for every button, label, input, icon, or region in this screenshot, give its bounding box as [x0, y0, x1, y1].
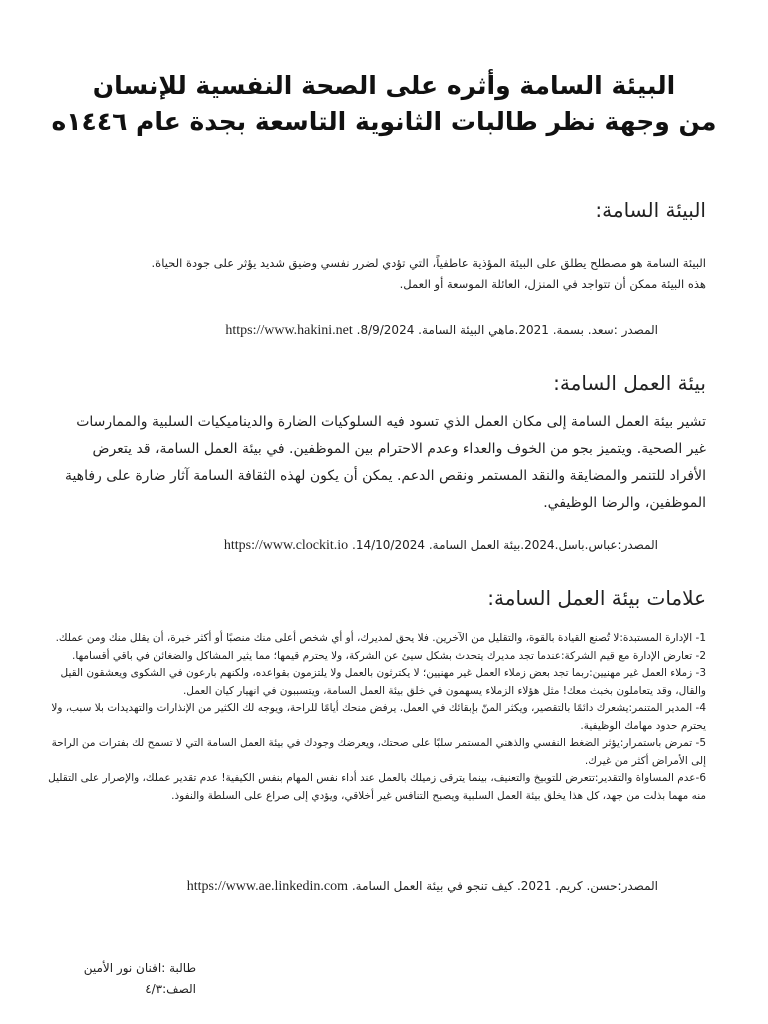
list-item: 4- المدير المتنمر:يشعرك دائمًا بالتقصير، ويكثر المنّ بإبقائك في العمل. يرفض منحك أيامًا للراحة، ويوجه لك الكثير من الإنذارات والتهديدات بلا سبب، ولا يحترم حدود مهامك الوظيفية. — [51, 702, 706, 732]
paragraph-line: هذه البيئة ممكن أن تتواجد في المنزل، العائلة الموسعة أو العمل. — [399, 277, 706, 291]
paragraph-line: الأفراد للتنمر والمضايقة والنقد المستمر ونقص الدعم. يمكن أن يكون لهذه الثقافة السامة آثار ضارة على رفاهية — [64, 468, 706, 484]
source-citation-hakini — [225, 320, 658, 341]
list-item: 6-عدم المساواة والتقدير:تتعرض للتوبيخ والتعنيف، بينما يترقى زميلك بالعمل عند أداء نفس المهام بنفس الكيفية! عدم تقدير عملك، والإصرار على التقليل منه مهما بذلت من جهد، كل هذا يخلق بيئة العمل السلبية ويصبح التنافس غير أخلاقي، ويؤدي إلى صراع على السلطة والنفوذ. — [48, 772, 706, 802]
section-heading-toxic-environment: البيئة السامة: — [595, 198, 706, 222]
source-text: المصدر :سعد. بسمة. 2021.ماهي البيئة السامة. 8/9/2024. — [356, 323, 658, 337]
document-title — [40, 68, 728, 140]
student-name: طالبة :افنان نور الأمين — [83, 961, 196, 975]
source-citation-clockit — [224, 535, 658, 556]
paragraph-line: تشير بيئة العمل السامة إلى مكان العمل الذي تسود فيه السلوكيات الضارة والديناميكيات السلبية والممارسات — [76, 414, 706, 430]
list-item: 5- تمرض باستمرار:يؤثر الضغط النفسي والذهني المستمر سلبًا على صحتك، ويعرضك وجودك في بيئة العمل السامة التي لا تسمح لك بفترات من الراحة إلى الأمراض أكثر من غيرك. — [51, 737, 706, 767]
source-text: المصدر:عباس.باسل.2024.بيئة العمل السامة. 14/10/2024. — [352, 538, 658, 552]
source-url: https://www.clockit.io — [223, 538, 349, 553]
section-paragraph-toxic-workplace — [40, 409, 706, 517]
paragraph-line: غير الصحية. ويتميز بجو من الخوف والعداء وعدم الاحترام بين الموظفين. في بيئة العمل السامة، قد يتعرض — [92, 441, 706, 457]
section-paragraph-toxic-environment — [40, 253, 706, 295]
list-item: 1- الإدارة المستبدة:لا تُصنع القيادة بالقوة، والتقليل من الآخرين. فلا يحق لمديرك، أو أي شخص أعلى منك منصبًا أو أكثر خبرة، أن يقلل منك ومن عملك. — [55, 632, 706, 644]
paragraph-line: الموظفين، والرضا الوظيفي. — [543, 495, 706, 511]
source-citation-linkedin — [187, 876, 658, 897]
list-item: 3- زملاء العمل غير مهنيين:ربما تجد بعض زملاء العمل غير مهنيين؛ لا يكترثون بالعمل ولا يلتزمون بقواعده، ولكنهم بارعون في الشكوى ويعشقون القيل والقال، وقد يتعاملون بخبث معك! مثل هؤلاء الزملاء يسهمون في خلق بيئة العمل السامة، ويتسببون في انهيار كيان العمل. — [60, 667, 706, 697]
student-class: الصف:٤/٣ — [145, 982, 196, 996]
signs-list — [40, 630, 706, 805]
title-line-1: البيئة السامة وأثره على الصحة النفسية للإنسان — [92, 71, 676, 100]
title-line-2: من وجهة نظر طالبات الثانوية التاسعة بجدة عام ١٤٤٦ه — [51, 107, 717, 136]
student-info — [84, 958, 196, 1000]
source-url: https://www.hakini.net — [225, 323, 353, 338]
section-heading-toxic-workplace: بيئة العمل السامة: — [553, 371, 706, 395]
source-url: https://www.ae.linkedin.com — [186, 879, 349, 894]
paragraph-line: البيئة السامة هو مصطلح يطلق على البيئة المؤذية عاطفياً، التي تؤدي لضرر نفسي وضيق شديد يؤثر على جودة الحياة. — [151, 256, 706, 270]
list-item: 2- تعارض الإدارة مع قيم الشركة:عندما تجد مديرك يتحدث بشكل سيئ عن الشركة، ولا يحترم قيمها؛ مما يثير المشاكل والضغائن في باقي أقسامها. — [72, 649, 706, 662]
section-heading-signs: علامات بيئة العمل السامة: — [487, 586, 706, 610]
source-text: المصدر:حسن. كريم. 2021. كيف تنجو في بيئة العمل السامة. — [351, 879, 658, 893]
